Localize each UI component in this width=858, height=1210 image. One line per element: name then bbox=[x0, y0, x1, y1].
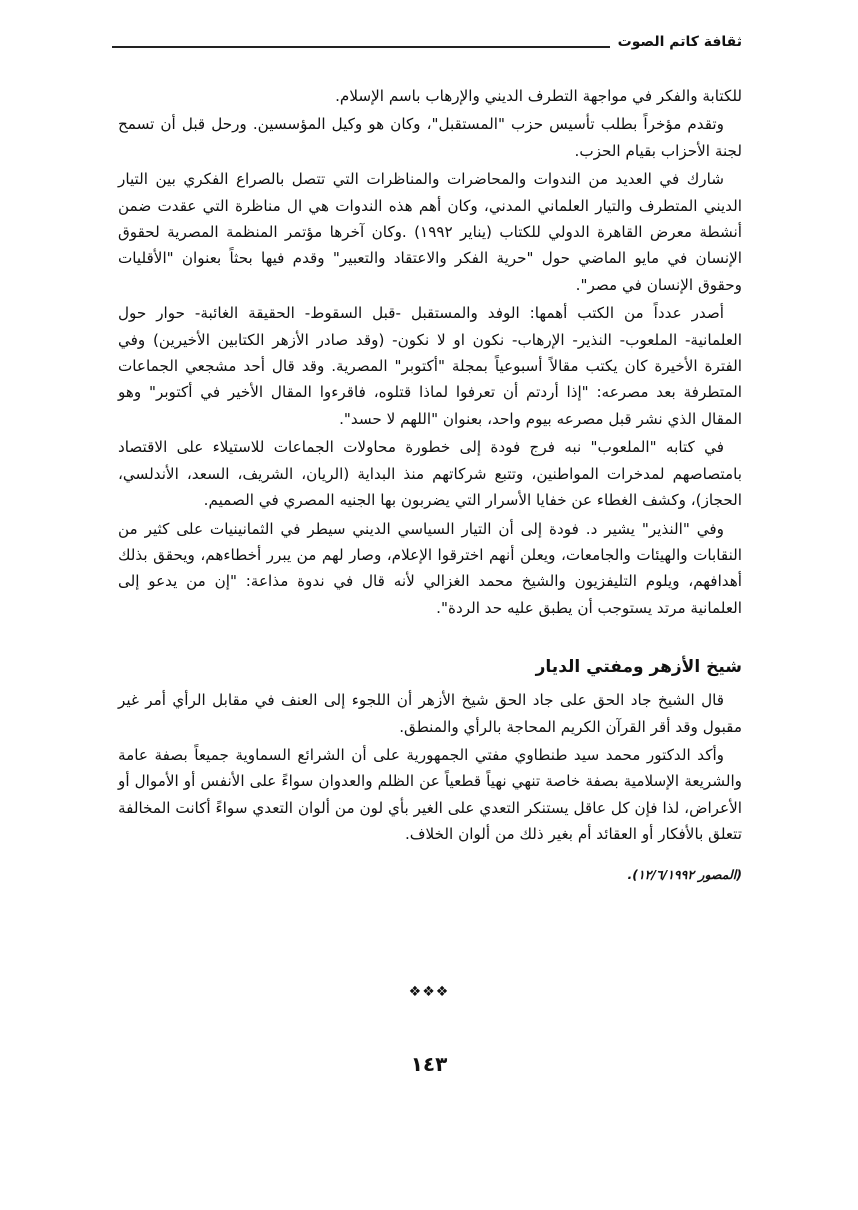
paragraph: أصدر عدداً من الكتب أهمها: الوفد والمستقبل -قبل السقوط- الحقيقة الغائبة- حوار حول العلمانية- الملعوب- النذير- الإرهاب- نكون او لا نكون- (وقد صادر الأزهر الكتابين الأخيرين) وفي الفترة الأخيرة كان يكتب مقالاً أسبوعياً بمجلة "أكتوبر" المصرية. وقد قال أحد مشجعي الجماعات المتطرفة بعد مصرعه: "إذا أردتم أن تعرفوا لماذا قتلوه، فاقرءوا المقال الأخير في أكتوبر" وهو المقال الذي نشر قبل مصرعه بيوم واحد، بعنوان "اللهم لا حسد". bbox=[118, 304, 742, 428]
paragraph: شارك في العديد من الندوات والمحاضرات والمناظرات التي تتصل بالصراع الفكري بين التيار الديني المتطرف والتيار العلماني المدني، وكان أهم هذه الندوات هي ال مناظرة التي عقدت ضمن أنشطة معرض القاهرة الدولي للكتاب (يناير ١٩٩٢) .وكان آخرها مؤتمر المنظمة المصرية لحقوق الإنسان في مايو الماضي حول "حرية الفكر والاعتقاد والتعبير" وقدم فيها بحثاً بعنوان "الأقليات وحقوق الإنسان في مصر". bbox=[118, 170, 742, 294]
running-header-title: ثقافة كاتم الصوت bbox=[610, 34, 742, 50]
paragraph: وفي "النذير" يشير د. فودة إلى أن التيار السياسي الديني سيطر في الثمانينيات على كثير من النقابات والهيئات والجامعات، ويعلن أنهم اخترقوا الإعلام، وصار لهم من يبرر أخطاءهم، ويحقق بذلك أهدافهم، ويلوم التليفزيون والشيخ محمد الغزالي لأنه قال في ندوة مذاعة: "إن من يدعو إلى العلمانية مرتد يستوجب أن يطبق عليه حد الردة". bbox=[118, 519, 742, 617]
section-ornament: ❖❖❖ bbox=[408, 984, 450, 1000]
paragraph: قال الشيخ جاد الحق على جاد الحق شيخ الأزهر أن اللجوء إلى العنف في مقابل الرأي أمر غير مقبول وقد أقر القرآن الكريم المحاجة بالرأي والمنطق. bbox=[118, 691, 742, 736]
page-body bbox=[118, 83, 742, 888]
paragraph: وأكد الدكتور محمد سيد طنطاوي مفتي الجمهورية على أن الشرائع السماوية جميعاً بصفة عامة والشريعة الإسلامية بصفة خاصة تنهي نهياً قطعياً عن الظلم والعدوان سواءً على الأنفس أو الأموال أو الأعراض، لذا فإن كل عاقل يستنكر التعدي على الغير بأي لون من ألوان التعدي سواءً أكانت المخالفة تتعلق بالأفكار أو العقائد أم بغير ذلك من ألوان الخلاف. bbox=[118, 745, 742, 844]
paragraph: في كتابه "الملعوب" نبه فرج فودة إلى خطورة محاولات الجماعات للاستيلاء على الاقتصاد بامتصاصهم لمدخرات المواطنين، وتتبع شركاتهم منذ البداية (الريان، الشريف، السعد، الأندلسي، الحجاز)، وكشف الغطاء عن خفايا الأسرار التي يضربون بها الجنيه المصري في الصميم. bbox=[118, 438, 742, 510]
paragraph: وتقدم مؤخراً بطلب تأسيس حزب "المستقبل"، وكان هو وكيل المؤسسين. ورحل قبل أن تسمح لجنة الأحزاب بقيام الحزب. bbox=[118, 115, 742, 160]
paragraph: للكتابة والفكر في مواجهة التطرف الديني والإرهاب باسم الإسلام. bbox=[335, 87, 742, 105]
page-number: ١٤٣ bbox=[410, 1052, 448, 1076]
running-header bbox=[112, 30, 742, 58]
source-citation: (المصور ١٢/٦/١٩٩٢). bbox=[627, 866, 742, 882]
section-heading: شيخ الأزهر ومفتي الديار bbox=[535, 657, 742, 678]
